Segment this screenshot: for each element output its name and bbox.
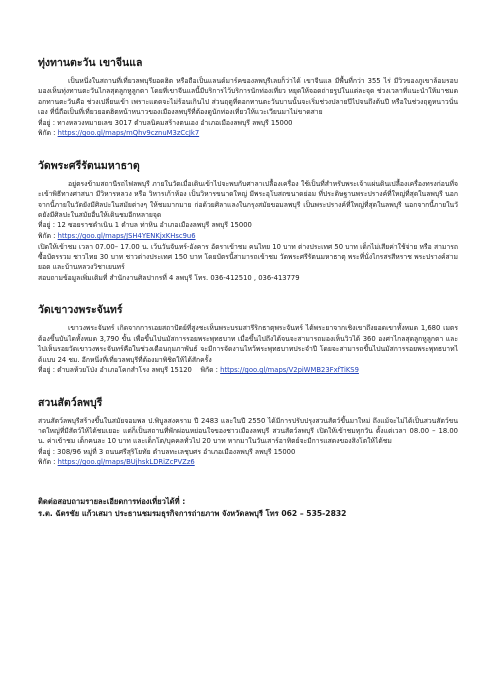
section-body: อยู่ตรงข้ามสถานีรถไฟลพบุรี ภายในวัดเมื่อเดินเข้าไปจะพบกับศาลาเปลื้องเครื่อง ใช้เป็นที่สำหรับพระเจ้าแผ่นดินเปลื้องเครื่องทรงก่อนที่จะเข้าพิธีทางศาสนา มีวิหารหลวง หรือ วิหารเก้าห้อง เป็นวิหารขนาดใหญ่ มีพระอุโบสถขนาดย่อม ที่ประดิษฐานพระปรางค์ที่ใหญ่ที่สุดในลพบุรี นอกจากนี้ภายในวัดยังมีศิลปะในสมัยต่างๆ ให้ชมมากมาย ก่อด้วยศิลาแลงในกรุงสมัยขอมลพบุรี เป็นพระปรางค์ที่ใหญ่ที่สุดในลพบุรี นอกจากนี้ภายในวัดยังมีศิลปะในสมัยอื่นให้เดินชมอีกหลายจุด <box>38 179 458 220</box>
address-label: ที่อยู่ : <box>38 366 55 375</box>
address-line <box>38 447 458 458</box>
address-text: 12 ซอยราชดำเนิน 1 ตำบล ท่าหิน อำเภอเมืองลพบุรี ลพบุรี 15000 <box>57 221 252 230</box>
section-wat-khao-wong <box>38 303 458 375</box>
address-map-line <box>38 365 458 376</box>
contact-person: ร.ต. ฉัตรชัย แก้วเสมา ประธานชมรมธุรกิจการถ่ายภาพ จังหวัดลพบุรี โทร 062 – 535-2832 <box>38 509 347 519</box>
map-link[interactable]: https://goo.gl/maps/BUjhskLDRiZcPVZz6 <box>57 458 195 467</box>
section-title: วัดพระศรีรัตนมหาธาตุ <box>38 159 140 172</box>
address-text: ตำบลห้วยโป่ง อำเภอโคกสำโรง ลพบุรี 15120 <box>57 366 192 375</box>
section-title: วัดเขาวงพระจันทร์ <box>38 304 123 317</box>
address-label: ที่อยู่ : <box>38 118 55 127</box>
contact-title: ติดต่อสอบถามรายละเอียดการท่องเที่ยวได้ที่ : <box>38 497 186 507</box>
map-link[interactable]: https://goo.gl/maps/mQhv9cznuM3zCcJk7 <box>57 129 200 138</box>
footer-contact <box>38 496 458 520</box>
address-line <box>38 118 458 129</box>
map-label: พิกัด : <box>38 232 56 241</box>
section-body: สวนสัตว์ลพบุรีสร้างขึ้นในสมัยจอมพล ป.พิบูลสงคราม ปี 2483 และในปี 2550 ได้มีการปรับปรุงสวนสัตว์ขึ้นมาใหม่ ถึงแม้จะไม่ได้เป็นสวนสัตว์ขนาดใหญ่ที่มีสัตว์ให้ได้ชมเยอะ แต่ก็เป็นสถานที่พักผ่อนหย่อนใจของชาวเมืองลพบุรี สวนสัตว์ลพบุรี เปิดให้เข้าชมทุกวัน ตั้งแต่เวลา 08.00 – 18.00 น. ค่าเข้าชม เด็กคนละ 10 บาท และเด็กโต/บุคคลทั่วไป 20 บาท หากมาในวันเสาร์อาทิตย์จะมีการแสดงของสิงโตให้ได้ชม <box>38 416 458 446</box>
map-label: พิกัด : <box>200 366 218 375</box>
section-body: เป็นหนึ่งในสถานที่เที่ยวลพบุรียอดฮิต หรือถือเป็นแลนด์มาร์คของลพบุรีเลยก็ว่าได้ เขาจีนแล มีพื้นที่กว่า 355 ไร่ มีวิวของภูเขาล้อมรอบ มองเห็นทุ่งทานตะวันไกลสุดลูกหูลูกตา โดยที่เขาจีนแลนี้มีบริการไว้บริการนักท่องเที่ยว หยุดให้จอดถ่ายรูปในแต่ละจุด ช่วงเวลาที่แนะนำให้มาชมดอกทานตะวันคือ ช่วงเปลี่ยนเข้า เพราะแดดจะไม่ร้อนเกินไป ส่วนฤดูที่ดอกทานตะวันบานนั้นจะเริ่มช่วงปลายปีไปจนถึงต้นปี หรือในช่วงฤดูหนาวนั่นเอง ที่นี่ถือเป็นที่เที่ยวยอดฮิตหน้าหนาวของเมืองลพบุรีที่ต้องดูนักท่องเที่ยวให้แวะเวียนมาไม่ขาดสาย <box>38 77 458 117</box>
section-title: ทุ่งทานตะวัน เขาจีนแล <box>38 57 143 69</box>
section-lopburi-zoo <box>38 396 458 468</box>
section-sunflower-field <box>38 56 458 139</box>
section-title: สวนสัตว์ลพบุรี <box>38 396 103 409</box>
section-body: เขาวงพระจันทร์ เกิดจากการเอยสถาปัตย์ที่สูงชะเห็นพระบรมสารีริกธาตุพระจันทร์ ได้พระยาจากเชิงเขาถึงยอดเขาทั้งหมด 1,680 เมตร ต้องขึ้นบันไดทั้งหมด 3,790 ขั้น เพื่อขึ้นไปนมัสการรอยพระพุทธบาท เมื่อขึ้นไปถึงได้จนจะสามารถมองเห็นวิวได้ 360 องศาไกลสุดลูกหูลูกตา และไปเห็นรอยวัดเขาวงพระจันทร์คือในช่วงเดือนกุมภาพันธ์ จะมีการจัดงานไหว้พระพุทธบาทประจำปี โดยจะสามารถขึ้นไปนมัสการรอยพระพุทธบาทได้แบบ 24 ชม. อีกหนึ่งที่เที่ยวลพบุรีที่ต้องมาพิชิตให้ได้สักครั้ง <box>38 324 458 364</box>
contact-info: สอบถามข้อมูลเพิ่มเติมที่ สำนักงานศิลปากรที่ 4 ลพบุรี โทร. 036-412510 , 036-413779 <box>38 273 300 282</box>
map-link[interactable]: https://goo.gl/maps/V2piWMB23FxfTiKS9 <box>220 366 359 375</box>
map-line <box>38 457 458 468</box>
map-line <box>38 128 458 139</box>
map-link[interactable]: https://goo.gl/maps/JSH4YENKjxKHsc9u6 <box>57 232 196 241</box>
address-text: ทางหลวงหมายเลข 3017 ตำบลนิคมสร้างตนเอง อำเภอเมืองลพบุรี ลพบุรี 15000 <box>57 118 293 127</box>
address-label: ที่อยู่ : <box>38 221 55 230</box>
map-label: พิกัด : <box>38 129 56 138</box>
address-text: 308/96 หมู่ที่ 3 ถนนศรีสุริโยทัย ตำบลทะเลชุบศร อำเภอเมืองลพบุรี ลพบุรี 15000 <box>57 447 296 456</box>
map-label: พิกัด : <box>38 458 56 467</box>
address-line <box>38 220 458 231</box>
document-page <box>38 56 458 520</box>
section-wat-mahathat <box>38 159 458 284</box>
opening-info: เปิดให้เข้าชม เวลา 07.00– 17.00 น. เว้นวันจันทร์-อังคาร อัตราเข้าชม คนไทย 10 บาท ต่างประเทศ 50 บาท เด็กไม่เสียค่าใช้จ่าย หรือ สามารถซื้อบัตรรวม ชาวไทย 30 บาท ชาวต่างประเทศ 150 บาท โดยบัตรนี้สามารถเข้าชม วัดพระศรีรัตนมหาธาตุ พระที่นั่งไกรสรสีหราช พระปรางค์สามยอด และบ้านหลวงวิชาเยนทร์ <box>38 242 458 272</box>
address-label: ที่อยู่ : <box>38 447 55 456</box>
map-line <box>38 231 458 242</box>
